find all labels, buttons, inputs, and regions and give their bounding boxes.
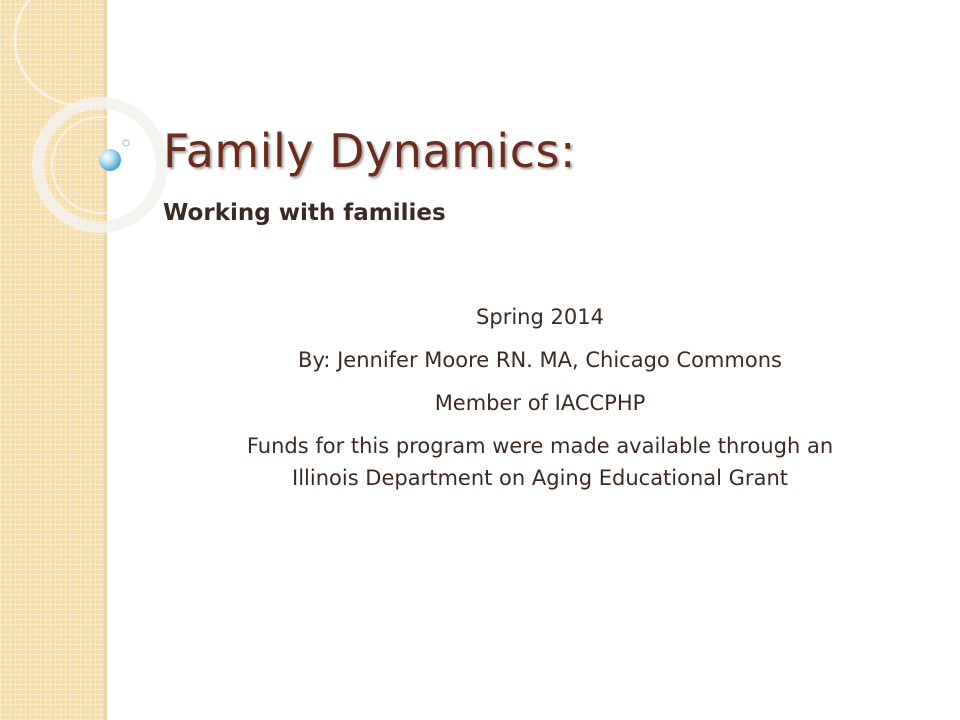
author-line: By: Jennifer Moore RN. MA, Chicago Commons — [298, 348, 782, 372]
deco-ring-thick — [38, 103, 162, 227]
bubble-icon-large — [99, 149, 121, 171]
bubble-icon-small — [123, 140, 129, 146]
slide-subtitle: Working with families — [163, 200, 446, 226]
funding-line-2: Illinois Department on Aging Educational Grant — [292, 466, 788, 490]
deco-ring-outer — [15, 0, 145, 105]
deco-ring-inner — [52, 117, 148, 213]
membership-line: Member of IACCPHP — [434, 391, 646, 415]
funding-line-1: Funds for this program were made available through an — [246, 434, 834, 458]
slide-body — [150, 302, 930, 506]
term-line: Spring 2014 — [476, 305, 604, 329]
slide-title: Family Dynamics: — [163, 124, 576, 178]
